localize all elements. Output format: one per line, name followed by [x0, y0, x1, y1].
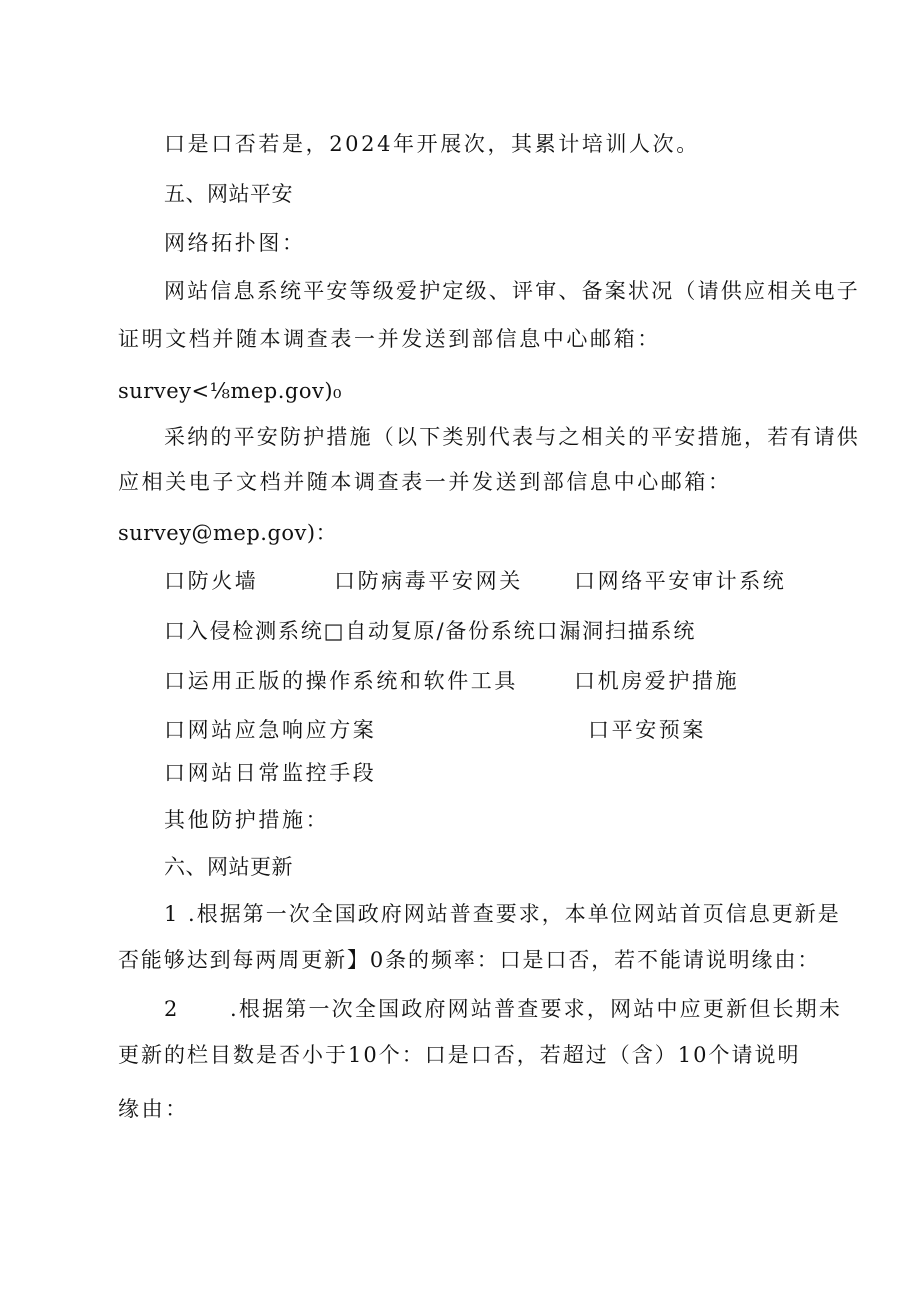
security-level-text-line-2: 证明文档并随本调查表一并发送到部信息中心邮箱： — [118, 327, 661, 351]
question-1-line-2: 否能够达到每两周更新】0条的频率：口是口否，若不能请说明缘由： — [118, 948, 821, 972]
option-emergency-response-plan[interactable]: 口网站应急响应方案 — [164, 718, 377, 742]
email-address-1: survey<⅛mep.gov)₀ — [118, 379, 342, 403]
security-level-text-line-1: 网站信息系统平安等级爱护定级、评审、备案状况（请供应相关电子 — [164, 279, 860, 303]
email-address-2: survey@mep.gov)： — [118, 521, 338, 545]
measures-text-line-1: 采纳的平安防护措施（以下类别代表与之相关的平安措施，若有请供 — [164, 425, 860, 449]
question-2-line-1: .根据第一次全国政府网站普查要求，网站中应更新但长期未 — [230, 997, 843, 1021]
option-antivirus-gateway[interactable]: 口防病毒平安网关 — [334, 569, 523, 593]
measures-text-line-2: 应相关电子文档并随本调查表一并发送到部信息中心邮箱： — [118, 470, 732, 494]
option-network-audit[interactable]: 口网络平安审计系统 — [574, 569, 787, 593]
option-firewall[interactable]: 口防火墙 — [164, 569, 259, 593]
network-topology-label: 网络拓扑图： — [164, 231, 306, 255]
section-6-title: 六、网站更新 — [164, 855, 293, 879]
option-row-intrusion-backup-scan[interactable]: 口入侵检测系统□自动复原/备份系统口漏洞扫描系统 — [164, 619, 697, 643]
option-server-room-protection[interactable]: 口机房爱护措施 — [574, 669, 740, 693]
question-2-line-2: 更新的栏目数是否小于10个：口是口否，若超过（含）10个请说明 — [118, 1043, 801, 1067]
other-measures-label: 其他防护措施： — [164, 808, 330, 832]
section-5-title: 五、网站平安 — [164, 182, 293, 206]
option-daily-monitoring[interactable]: 口网站日常监控手段 — [164, 761, 377, 785]
question-2-line-3: 缘由： — [118, 1097, 189, 1121]
question-2-number: 2 — [164, 997, 180, 1021]
question-1-line-1: 1 .根据第一次全国政府网站普查要求，本单位网站首页信息更新是 — [164, 902, 841, 926]
option-security-plan[interactable]: 口平安预案 — [588, 718, 706, 742]
training-question: 口是口否若是，2024年开展次，其累计培训人次。 — [164, 132, 700, 156]
option-licensed-software[interactable]: 口运用正版的操作系统和软件工具 — [164, 669, 518, 693]
